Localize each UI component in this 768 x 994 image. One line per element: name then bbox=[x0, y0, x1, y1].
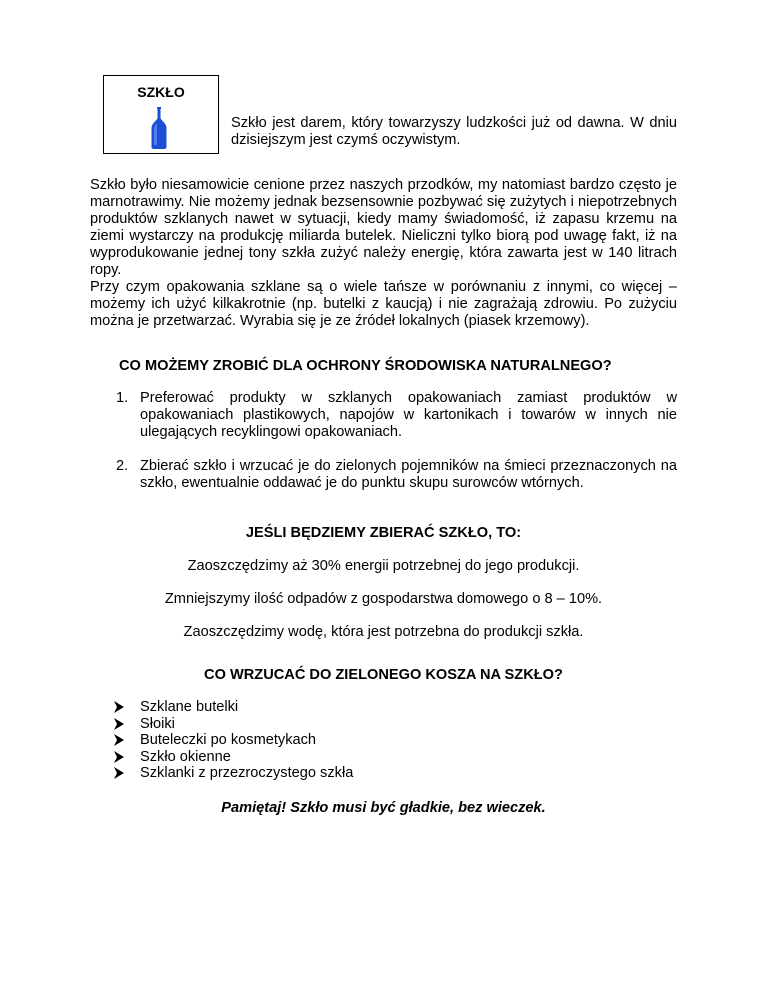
steps-list bbox=[116, 390, 677, 492]
arrowhead-bullet-icon bbox=[113, 749, 125, 765]
reminder-note: Pamiętaj! Szkło musi być gładkie, bez wieczek. bbox=[221, 800, 546, 816]
list-item: Szklane butelki bbox=[113, 699, 353, 716]
benefit-water: Zaoszczędzimy wodę, która jest potrzebna do produkcji szkła. bbox=[183, 624, 584, 640]
blue-bottle-icon bbox=[150, 107, 168, 149]
arrowhead-bullet-icon bbox=[113, 716, 125, 732]
arrowhead-bullet-icon bbox=[113, 765, 125, 781]
list-item: 1. Preferować produkty w szklanych opakowaniach zamiast produktów w opakowaniach plastikowych, napojów w kartonikach i towarów w innych nie ulegających recyklingowi opakowaniach. bbox=[116, 390, 677, 440]
arrowhead-bullet-icon bbox=[113, 732, 125, 748]
list-item: Słoiki bbox=[113, 716, 353, 733]
title-box bbox=[103, 75, 219, 154]
intro-text: Szkło jest darem, który towarzyszy ludzkości już od dawna. W dniu dzisiejszym jest czymś oczywistym. bbox=[231, 115, 677, 148]
heading-what-to-throw: CO WRZUCAĆ DO ZIELONEGO KOSZA NA SZKŁO? bbox=[204, 667, 563, 683]
step-text: Zbierać szkło i wrzucać je do zielonych pojemników na śmieci przeznaczonych na szkło, ewentualnie oddawać je do punktu skupu surowców wtórnych. bbox=[140, 458, 677, 491]
box-title: SZKŁO bbox=[137, 84, 185, 100]
heading-what-can-we-do: CO MOŻEMY ZROBIĆ DLA OCHRONY ŚRODOWISKA NATURALNEGO? bbox=[119, 358, 612, 374]
list-item: Buteleczki po kosmetykach bbox=[113, 732, 353, 749]
arrowhead-bullet-icon bbox=[113, 699, 125, 715]
list-item: 2. Zbierać szkło i wrzucać je do zielonych pojemników na śmieci przeznaczonych na szkło, ewentualnie oddawać je do punktu skupu surowców wtórnych. bbox=[116, 458, 677, 491]
list-item: Szklanki z przezroczystego szkła bbox=[113, 765, 353, 782]
benefit-waste: Zmniejszymy ilość odpadów z gospodarstwa domowego o 8 – 10%. bbox=[164, 591, 603, 607]
paragraph-history: Szkło było niesamowicie cenione przez naszych przodków, my natomiast bardzo często je marnotrawimy. Nie możemy jednak bezsensownie pozbywać się zużytych i niepotrzebnych produktów szklanych nawet w sytuacji, kiedy mamy świadomość, iż zapasu krzemu na ziemi wystarczy na produkcję miliarda butelek. Nieliczni tylko biorą pod uwagę fakt, iż na wyprodukowanie jednej tony szkła zużyć należy energię, która zawarta jest w 140 litrach ropy. bbox=[90, 177, 677, 278]
paragraph-packaging: Przy czym opakowania szklane są o wiele tańsze w porównaniu z innymi, co więcej – możemy ich użyć kilkakrotnie (np. butelki z kaucją) i nie zagrażają zdrowiu. Po zużyciu można je przetwarzać. Wyrabia się je ze źródeł lokalnych (piasek krzemowy). bbox=[90, 279, 677, 329]
green-bin-items bbox=[113, 699, 353, 782]
benefit-energy: Zaoszczędzimy aż 30% energii potrzebnej do jego produkcji. bbox=[187, 558, 580, 574]
step-text: Preferować produkty w szklanych opakowaniach zamiast produktów w opakowaniach plastikowych, napojów w kartonikach i towarów w innych nie ulegających recyklingowi opakowaniach. bbox=[140, 390, 677, 440]
heading-if-we-collect: JEŚLI BĘDZIEMY ZBIERAĆ SZKŁO, TO: bbox=[245, 525, 522, 541]
list-item: Szkło okienne bbox=[113, 749, 353, 766]
